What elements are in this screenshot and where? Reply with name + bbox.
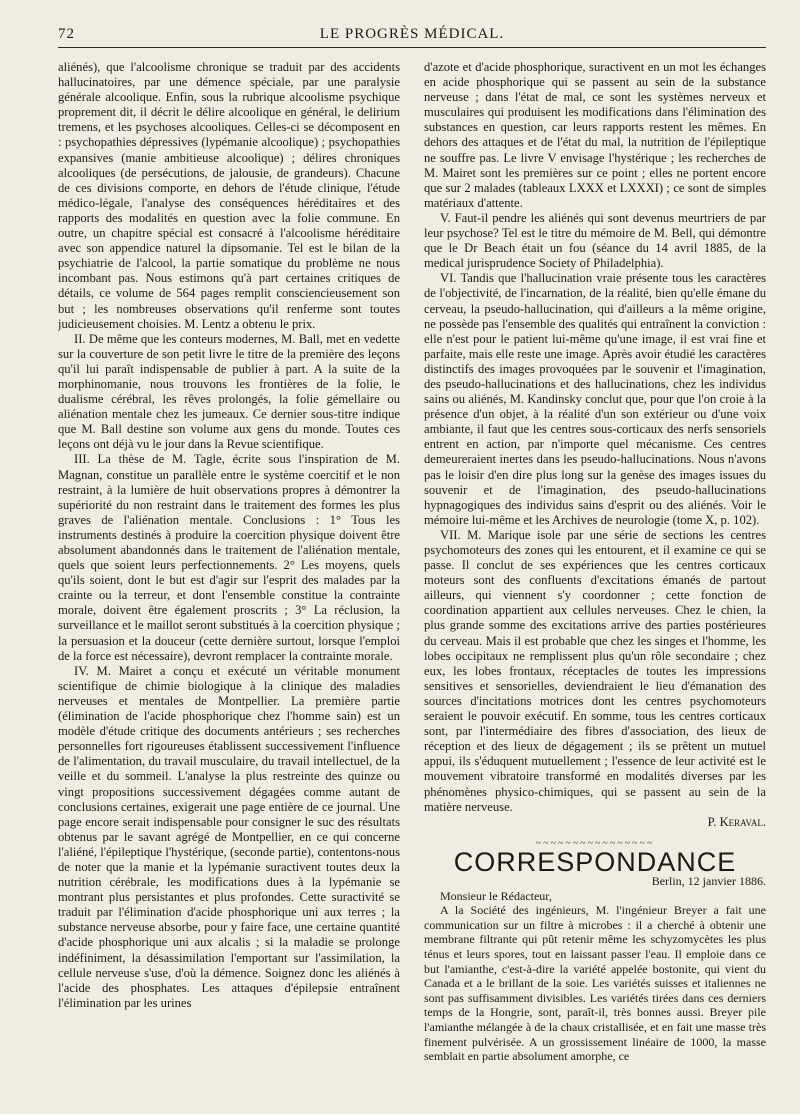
paragraph-phosphorique: d'azote et d'acide phosphorique, suractivent en un mot les échanges en acide phosphorique qui se passent au sein de la substance nerveuse ; dans l'état de mal, ce sont les systèmes nerveux et musculaires qui produisent les modifications dans l'élimination des substances en question, car leurs rapports restent les mêmes. En dehors des attaques et de l'état du mal, la nutrition de l'épileptique ne souffre pas. Le livre V envisage l'hystérique ; les recherches de M. Mairet sont les premières sur ce point ; elles ne portent encore que sur 2 malades (tableaux LXXX et LXXXI) ; ce sont de simples matériaux d'attente. bbox=[424, 60, 766, 210]
page-header bbox=[58, 24, 766, 46]
paragraph-mairet: IV. M. Mairet a conçu et exécuté un véritable monument scientifique de chimie biologique à la clinique des maladies nerveuses et mentales de Montpellier. La première partie (élimination de l'acide phosphorique chez l'homme sain) est un modèle d'étude critique des documents antérieurs ; ses recherches personnelles fort rigoureuses établissent successivement l'influence de l'alimentation, du travail musculaire, du travail intellectuel, de la veille et du sommeil. L'analyse la plus restreinte des quinze ou vingt propositions successivement dégagées comme autant de conclusions certaines, exigerait une page entière de ce journal. Une page encore serait indispensable pour consigner le suc des résultats obtenus par le savant agrégé de Montpellier, en ce qui concerne l'aliéné, l'épileptique l'hystérique, (seconde partie), contentons-nous de noter que la manie et la lypémanie suractivent toutes deux la nutrition cérébrale, les modifications dues à la lypémanie se montrant plus persistantes et plus profondes. Cette suractivité se traduit par l'élimination d'acide phosphorique uni aux terres ; la substance nerveuse absorbe, pour y faire face, une certaine quantité d'acide phosphorique uni aux alcalis ; si la maladie se prolonge indéfiniment, la désassimilation l'emportant sur l'assimilation, la cellule nerveuse s'use, d'où la démence. Soignez donc les aliénés à l'acide des phosphates. Les attaques d'épilepsie entraînent l'élimination par les urines bbox=[58, 663, 400, 1010]
letter-body: A la Société des ingénieurs, M. l'ingénieur Breyer a fait une communication sur un filtre à microbes : il a cherché à obtenir une membrane filtrante qui pût retenir même les schyzomycètes les plus ténus et leurs spores, tout en laissant passer l'eau. Il emploie dans ce but l'amianthe, c'est-à-dire la variété appelée bostonite, qui vient du Canada et a le brillant de la soie. Les variétés suisses et italiennes ne sont pas suffisamment divisibles. Les variétés tirées dans ces derniers temps de la Hongrie, sont, paraît-il, très bonnes aussi. Breyer pile l'amianthe mélangée à de la chaux cristallisée, et en fait une masse très finement pulvérisée. A un grossissement linéaire de 1000, la masse semblait en partie absolument amorphe, ce bbox=[424, 903, 766, 1064]
letter-salutation: Monsieur le Rédacteur, bbox=[440, 888, 552, 903]
ornament-divider: ~~~~~~~~~~~~~~~~ bbox=[535, 837, 655, 849]
page-number: 72 bbox=[58, 26, 75, 42]
left-column bbox=[58, 60, 400, 1110]
paragraph-bell: V. Faut-il pendre les aliénés qui sont devenus meurtriers de par leur psychose? Tel est le titre du mémoire de M. Bell, qui démontre que le Dr Beach était un fou (séance du 14 avril 1885, de la medical jurisprudence Society of Philadelphia). bbox=[424, 210, 766, 271]
paragraph-kandinsky: VI. Tandis que l'hallucination vraie présente tous les caractères de l'objectivité, de l'incarnation, de la réalité, bien qu'elle émane du cerveau, la pseudo-hallucination, qui d'ailleurs a la même origine, ne possède pas l'ensemble des qualités qui entraînent la conviction : elle n'est pour le patient lui-même qu'une image, il est vrai fine et parfaite, mais elle reste une image. Après avoir étudié les caractères distinctifs des images provoquées par le souvenir et l'imagination, des pseudo-hallucinations et des hallucinations, chez les individus sains ou aliénés, M. Kandinsky conclut que, pour que l'on croie à la présence d'un objet, à la réalité d'un son extérieur ou d'une voix ambiante, il faut que les centres sous-corticaux des nerfs sensoriels entrent en action, par n'importe quel mécanisme. Ces centres demeureraient inertes dans les pseudo-hallucinations. Nous n'avons pas le loisir d'en dire plus long sur la genèse des images issues du souvenir et de l'imagination, des pseudo-hallucinations hypnagogiques des individus sains d'esprit ou des aliénés. Voir le mémoire lui-même et les Archives de neurologie (tome X, p. 102). bbox=[424, 271, 766, 527]
author-signature: P. Keraval. bbox=[707, 814, 766, 829]
paragraph-alcoolisme: aliénés), que l'alcoolisme chronique se traduit par des accidents hallucinatoires, par une démence spéciale, par une paralysie générale alcoolique. Enfin, sous la rubrique alcoolisme psychique proprement dit, il décrit le délire alcoolique en général, le delirium tremens, et les psychoses alcooliques. Celles-ci se décomposent en : psychopathies dépressives (lypémanie alcoolique) ; psychopathies expansives (manie ambitieuse alcoolique) ; délires chroniques alcooliques (de persécutions, de jalousie, de grandeurs). Chacune de ces divisions comporte, en dehors de l'étude clinique, l'étude médico-légale, l'analyse des conséquences héréditaires et des rapports des modalités en question avec la folie commune. En outre, un chapitre spécial est consacré à l'alcoolisme héréditaire avec son appendice naturel la dipsomanie. Tel est le bilan de la psychiatrie de l'alcool, la partie somatique du problème ne nous incombant pas. Nous estimons qu'à part certaines critiques de détails, ce volume de 564 pages remplit consciencieusement son but ; les nombreuses observations qu'il renferme sont toutes judicieusement choisies. M. Lentz a obtenu le prix. bbox=[58, 60, 400, 331]
paragraph-marique: VII. M. Marique isole par une série de sections les centres psychomoteurs des zones qui les entourent, et il examine ce qui se passe. Il conclut de ses expériences que les centres corticaux moteurs sont des confluents d'excitations émanés de partout ailleurs, qui viennent s'y coordonner ; cette fonction de coordination appartient aux cellules nerveuses. Chez le chien, la plus grande somme des excitations arrive des parties postérieures du cerveau. Mais il est probable que chez les singes et l'homme, les lobes occipitaux ne remplissent plus qu'un rôle secondaire ; chez eux, les lobes frontaux, réceptacles de toutes les impressions sensitives et sensorielles, deviendraient le lieu d'émanation des sources d'incitations motrices dont les centres psychomoteurs seraient le pouvoir exécutif. En somme, tous les centres corticaux sont, par l'intermédiaire des fibres d'association, des lieux de réception et des lieux de dégagement ; ils se prêtent un mutuel appui, ils s'éduquent mutuellement ; l'essence de leur activité est le mouvement vibratoire transformé en modalités diverses par les phénomènes physico-chimiques, qui se passent au sein de la matière nerveuse. bbox=[424, 527, 766, 814]
section-title: CORRESPONDANCE bbox=[453, 846, 737, 877]
letter-dateline: Berlin, 12 janvier 1886. bbox=[651, 873, 766, 888]
paragraph-ball: II. De même que les conteurs modernes, M. Ball, met en vedette sur la couverture de son petit livre le titre de la première des leçons qu'il lui paraît indispensable de publier à part. A la suite de la morphinomanie, nous trouvons les frontières de la folie, le dualisme cérébral, les rêves prolongés, la folie gémellaire ou aliénation mentale chez les jumeaux. Ce dernier sous-titre indique que M. Ball destine son volume aux gens du monde. Toutes ces leçons ont déjà vu le jour dans la Revue scientifique. bbox=[58, 331, 400, 452]
journal-title: LE PROGRÈS MÉDICAL. bbox=[319, 26, 505, 42]
header-rule bbox=[58, 47, 766, 48]
paragraph-tagle: III. La thèse de M. Tagle, écrite sous l'inspiration de M. Magnan, constitue un parallèle entre le système coercitif et le non restraint, à la lumière de huit observations propres à démontrer la supériorité du non restraint dans le traitement des formes les plus graves de l'aliénation mentale. Conclusions : 1° Tous les instruments destinés à produire la coercition physique doivent être absolument abandonnés dans le traitement de l'aliénation mentale, quels que soient leurs perfectionnements. 2° Les moyens, quels qu'ils soient, dont le but est d'agir sur l'esprit des malades par la crainte ou la terreur, et dont l'ensemble constitue la contrainte morale, doivent être également proscrits ; 3° La réclusion, la surveillance et le maillot seront substitués à la coercition physique ; la persuasion et la douceur (cette dernière surtout, lorsque l'emploi de la force est nécessaire), devront remplacer la contrainte morale. bbox=[58, 452, 400, 663]
right-column bbox=[424, 60, 766, 1110]
